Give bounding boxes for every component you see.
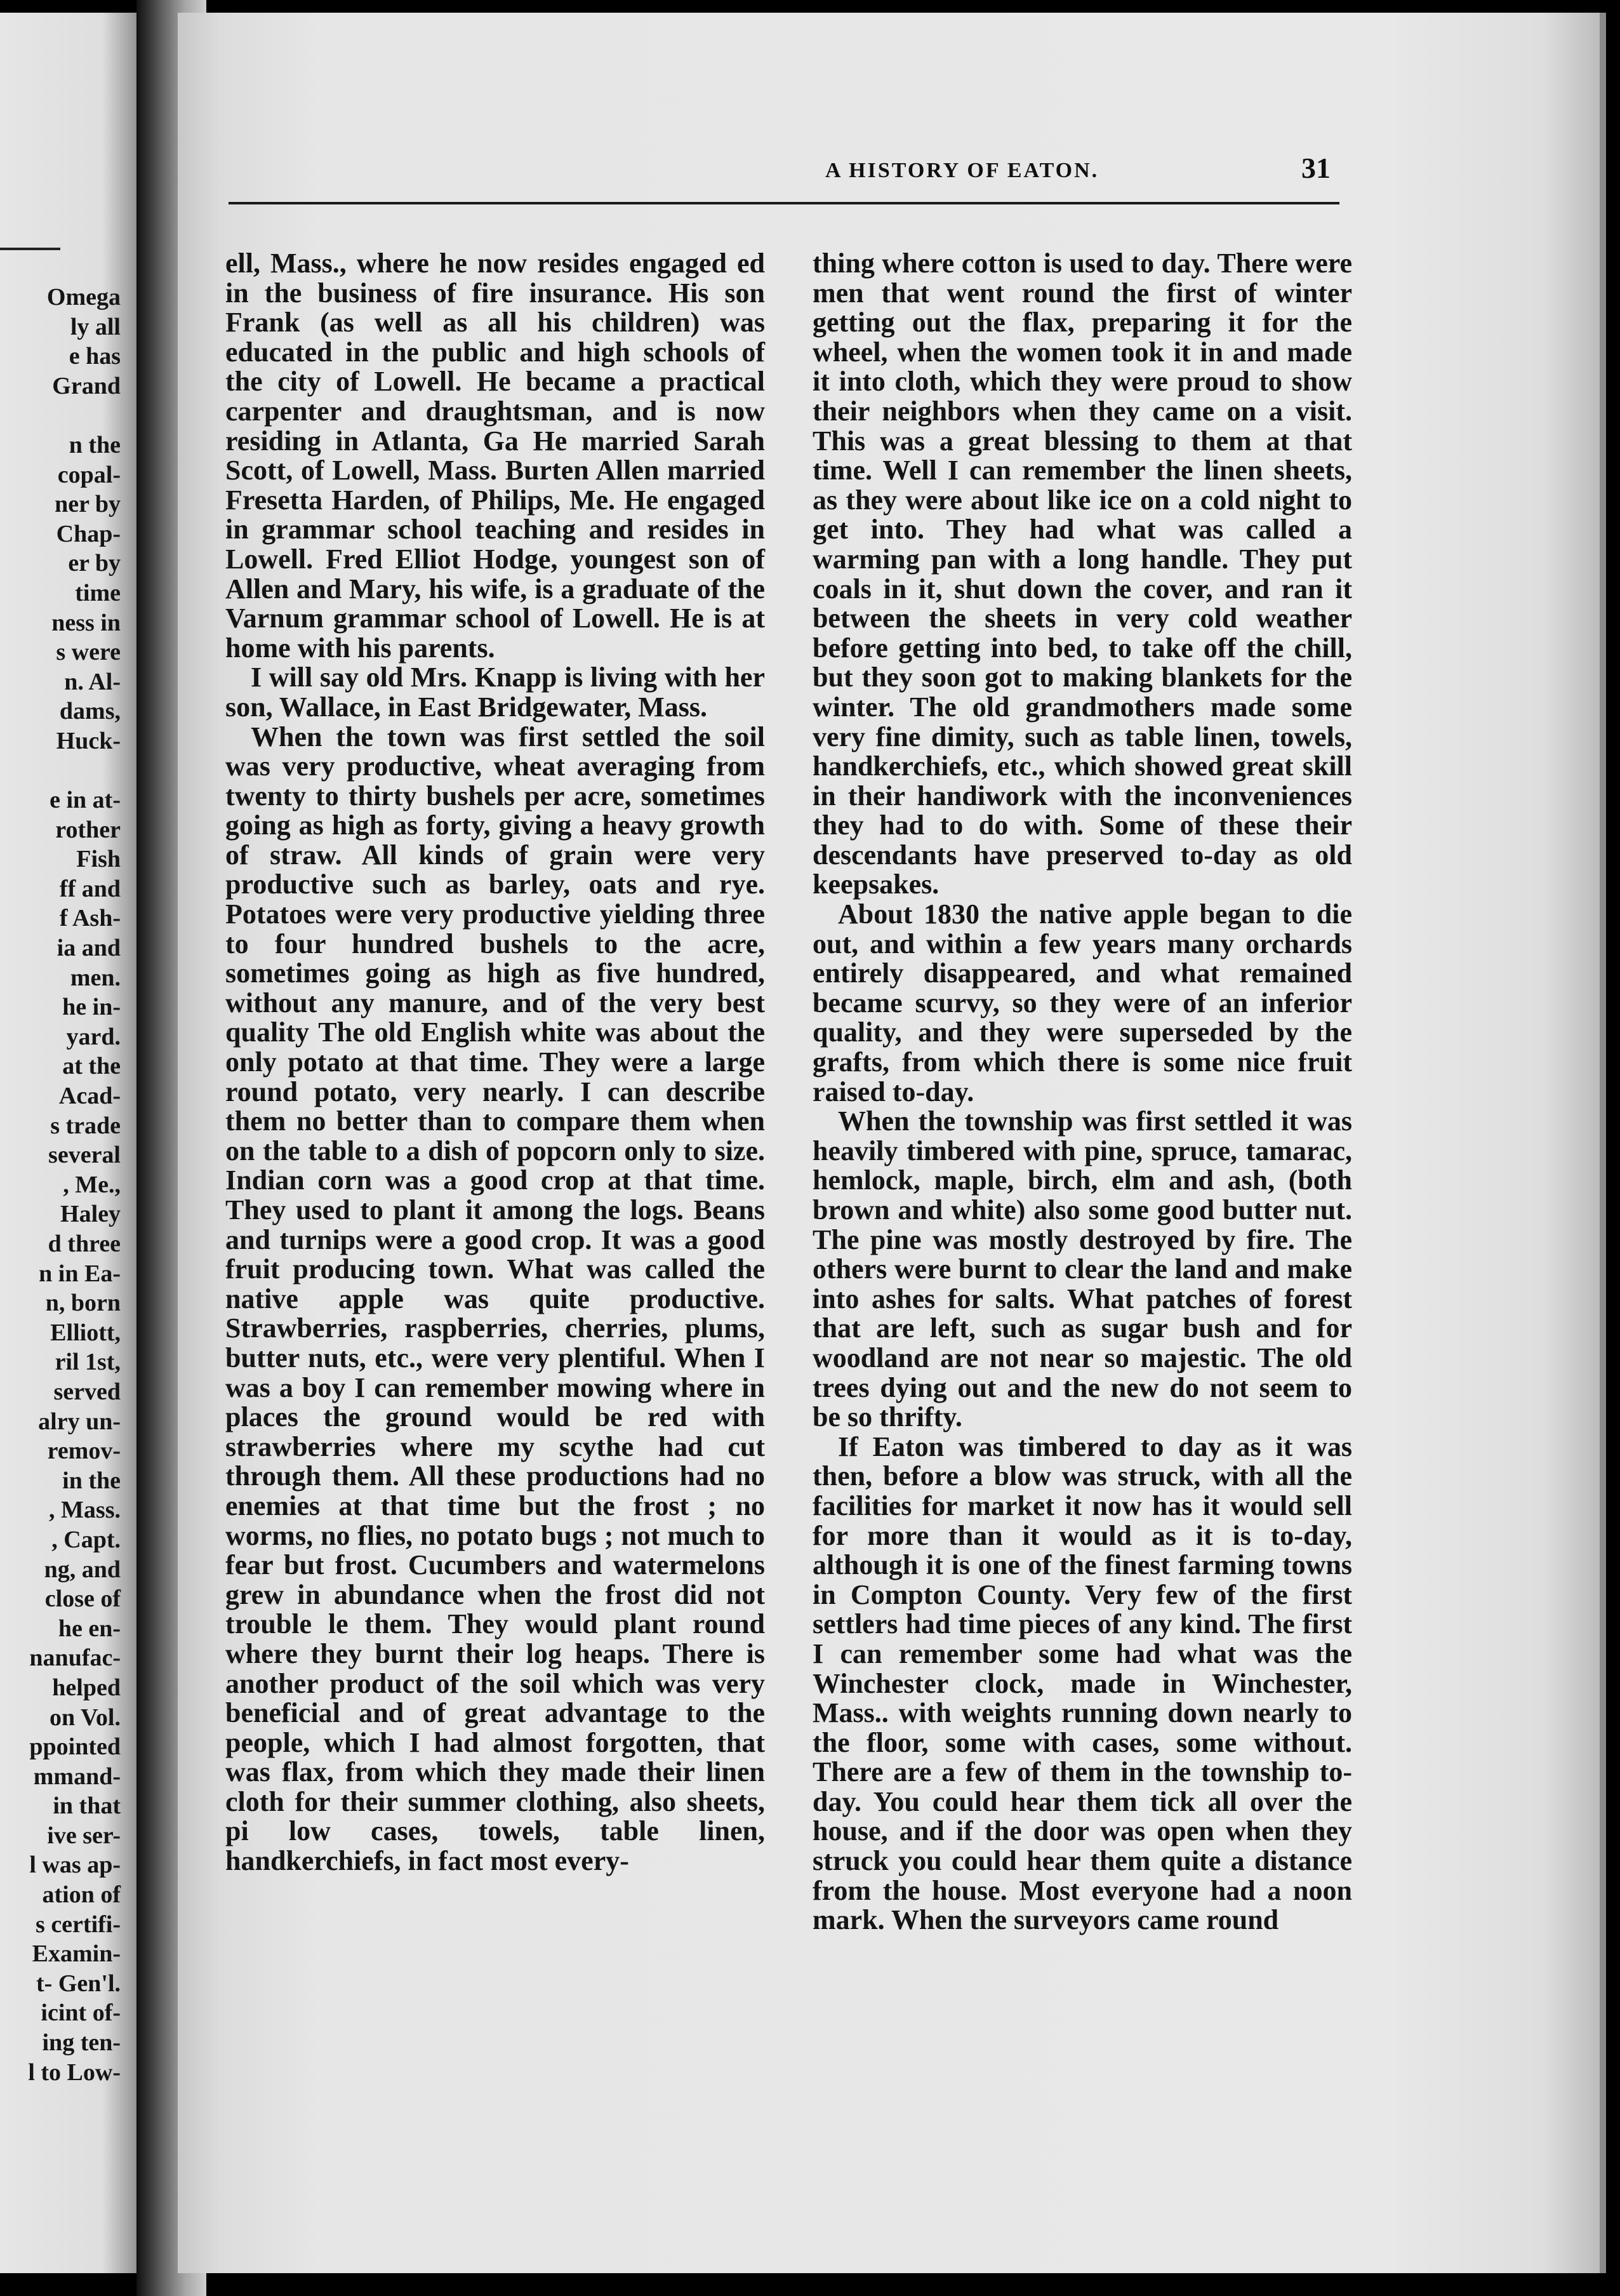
facing-page-line: ril 1st, (55, 1349, 121, 1376)
facing-page-line: alry un- (38, 1408, 121, 1435)
facing-page-line (0, 401, 121, 431)
facing-page-line: s certifi- (36, 1911, 121, 1938)
facing-page-line: he in- (62, 994, 121, 1021)
facing-page-line: Grand (52, 372, 121, 399)
facing-page-line: in the (62, 1467, 121, 1494)
facing-page-line: ive ser- (47, 1822, 121, 1849)
facing-page-line: mmand- (33, 1763, 121, 1790)
facing-page-line: ing ten- (42, 2029, 121, 2057)
facing-page-line: n, born (45, 1290, 121, 1317)
facing-page-line: l to Low- (28, 2059, 121, 2086)
facing-page-line: Omega (46, 284, 121, 310)
header-rule (229, 202, 1339, 204)
facing-page-line: ng, and (44, 1556, 121, 1583)
facing-page-line: e has (69, 343, 121, 370)
facing-page-line: ner by (55, 491, 121, 518)
facing-page-line: l was ap- (29, 1852, 121, 1879)
paragraph: When the town was first settled the soil was very productive, wheat averaging from twenty to thirty bushels per acre, sometimes going as high as forty, giving a heavy growth of straw. All kinds of grain were very productive such as barley, oats and rye. Potatoes were very productive yielding three to four hundred bushels to the acre, sometimes going as high as five hundred, without any manure, and of the very best quality The old English white was about the only potato at that time. They were a large round potato, very nearly. I can describe them no better than to compare them when on the table to a dish of popcorn only to size. Indian corn was a good crop at that time. They used to plant it among the logs. Beans and turnips were a good crop. It was a good fruit producing town. What was called the native apple was quite productive. Strawberries, raspberries, cherries, plums, butter nuts, etc., were very plentiful. When I was a boy I can remember mowing where in places the ground would be red with strawberries where my scythe had cut through them. All these productions had no enemies at that time but the frost ; no worms, no flies, no potato bugs ; not much to fear but frost. Cucumbers and watermelons grew in abundance when the frost did not trouble le them. They would plant round where they burnt their log heaps. There is another product of the soil which was very beneficial and of great advantage to the people, which I had almost forgotten, that was flax, from which they made their linen cloth for their summer clothing, also sheets, pi low cases, towels, table linen, handkerchiefs, in fact most every- (225, 721, 765, 1877)
facing-page-line: in that (53, 1792, 121, 1820)
facing-page-line: Chap- (56, 520, 121, 547)
facing-page-line: er by (68, 550, 121, 577)
text-column-right (813, 249, 1352, 1935)
facing-page-line: ness in (51, 609, 121, 636)
facing-page-line: n in Ea- (39, 1260, 121, 1287)
facing-page-line: dams, (59, 698, 121, 725)
paragraph: About 1830 the native apple began to die out, and within a few years many orchards entirely disappeared, and what remained became scurvy, so they were of an inferior quality, and they were superseded by the grafts, from which there is some nice fruit raised to-day. (813, 898, 1352, 1107)
facing-page-line: , Me., (63, 1171, 121, 1198)
facing-page-line: t- Gen'l. (36, 1970, 121, 1997)
facing-page-line: served (53, 1378, 121, 1405)
facing-page-line: d three (48, 1231, 121, 1257)
running-title: A HISTORY OF EATON. (825, 159, 1099, 182)
paragraph: If Eaton was timbered to day as it was then, before a blow was struck, with all the facilities for market it now has it would sell for more than it would as it is to-day, although it is one of the finest farming towns in Compton County. Very few of the first settlers had time pieces of any kind. The first I can remember some had what was the Winchester clock, made in Winchester, Mass.. with weights running down nearly to the floor, some with cases, some without. There are a few of them in the township to-day. You could hear them tick all over the house, and if the door was open when they struck you could hear them quite a distance from the house. Most everyone had a noon mark. When the surveyors came round (813, 1431, 1352, 1936)
facing-page-line: helped (52, 1674, 121, 1701)
facing-page-line: Haley (60, 1201, 121, 1228)
facing-page-line: , Mass. (49, 1497, 121, 1524)
facing-page-line: copal- (57, 461, 121, 488)
facing-page-line: several (48, 1142, 121, 1169)
facing-page-line: s trade (50, 1112, 121, 1139)
facing-page-line: he en- (58, 1615, 121, 1642)
facing-page-line: close of (44, 1585, 121, 1613)
facing-page-line: Acad- (58, 1083, 121, 1110)
paragraph: I will say old Mrs. Knapp is living with her son, Wallace, in East Bridgewater, Mass. (225, 662, 765, 723)
facing-page-line: ia and (56, 935, 121, 962)
page-number: 31 (1301, 152, 1331, 184)
facing-page-line: yard. (66, 1023, 121, 1050)
book-page (178, 13, 1603, 2273)
facing-page-line: on Vol. (50, 1704, 121, 1731)
paragraph: ell, Mass., where he now resides engaged ed in the business of fire insurance. His son Frank (as well as all his children) was educated in the public and high schools of the city of Lowell. He became a practical carpenter and draughtsman, and is now residing in Atlanta, Ga He married Sarah Scott, of Lowell, Mass. Burten Allen married Fresetta Harden, of Philips, Me. He engaged in grammar school teaching and resides in Lowell. Fred Elliot Hodge, youngest son of Allen and Mary, his wife, is a graduate of the Varnum grammar school of Lowell. He is at home with his parents. (225, 248, 765, 664)
facing-page-line: n the (69, 431, 121, 458)
paragraph: When the township was first settled it was heavily timbered with pine, spruce, tamarac, hemlock, maple, birch, elm and ash, (both brown and white) also some good butter nut. The pine was mostly destroyed by fire. The others were burnt to clear the land and make into ashes for salts. What patches of forest that are left, such as sugar bush and for woodland are not near so majestic. The old trees dying out and the new do not seem to be so thrifty. (813, 1105, 1352, 1433)
facing-page-line: f Ash- (59, 905, 121, 932)
facing-page-line: ff and (59, 875, 121, 902)
paragraph: thing where cotton is used to day. There were men that went round the first of winter getting out the flax, preparing it for the wheel, when the women took it in and made it into cloth, which they were proud to show their neighbors when they came on a visit. This was a great blessing to them at that time. Well I can remember the linen sheets, as they were about like ice on a cold night to get into. They had what was called a warming pan with a long handle. They put coals in it, shut down the cover, and ran it between the sheets in very cold weather before getting into bed, to take off the chill, but they soon got to making blankets for the winter. The old grandmothers made some very fine dimity, such as table linen, towels, handkerchiefs, etc., which showed great skill in their handiwork with the inconveniences they had to do with. Some of these their descendants have preserved to-day as old keepsakes. (813, 248, 1352, 900)
facing-page-line: at the (62, 1053, 121, 1080)
facing-page-rule (0, 248, 60, 250)
facing-page-line: Examin- (32, 1940, 121, 1968)
facing-page-line: n. Al- (64, 668, 121, 695)
facing-page-line: icint of- (41, 1999, 121, 2027)
facing-page-line (0, 756, 121, 786)
facing-page-line: men. (70, 964, 121, 991)
facing-page-line: Huck- (56, 727, 121, 754)
facing-page-line: nanufac- (29, 1645, 121, 1672)
facing-page-line: ly all (70, 313, 121, 340)
facing-page-line: Fish (76, 846, 121, 873)
facing-page-line: s were (56, 639, 121, 666)
facing-page-fragment (0, 13, 146, 2273)
facing-page-line: ppointed (29, 1733, 121, 1761)
text-column-left (225, 249, 765, 1876)
facing-page-text (0, 283, 121, 2087)
facing-page-line: remov- (47, 1438, 121, 1465)
facing-page-line: , Capt. (51, 1526, 121, 1553)
page-edge (1600, 13, 1606, 2273)
facing-page-line: e in at- (50, 787, 121, 814)
facing-page-line: rother (55, 816, 121, 843)
facing-page-line: time (75, 579, 121, 606)
facing-page-line: ation of (42, 1881, 121, 1909)
facing-page-line: Elliott, (50, 1319, 121, 1346)
